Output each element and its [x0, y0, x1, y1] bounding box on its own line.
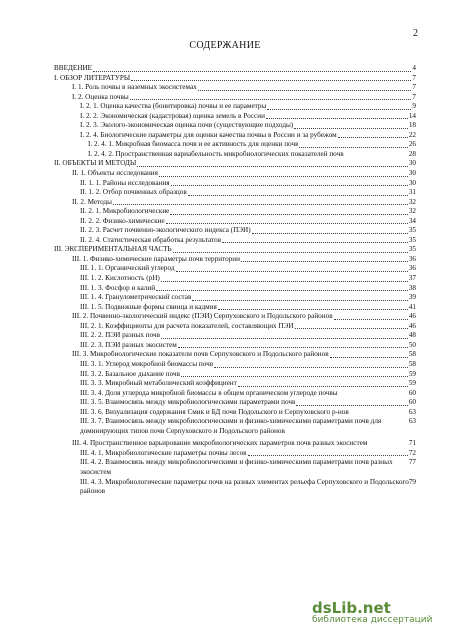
- toc-entry: [54, 274, 416, 284]
- toc-entry-page: 36: [408, 254, 416, 263]
- toc-leader-dots: [267, 109, 411, 110]
- toc-leader-dots: [296, 405, 407, 406]
- toc-entry: [54, 331, 416, 341]
- toc-leader-dots: [93, 71, 411, 72]
- toc-leader-dots: [181, 376, 408, 377]
- toc-entry-label: III. 1. 1. Органический углерод: [80, 264, 175, 273]
- toc-leader-dots: [131, 80, 411, 81]
- toc-entry: [54, 169, 416, 179]
- toc-leader-dots: [214, 367, 408, 368]
- toc-entry: [54, 198, 416, 208]
- toc-entry: [54, 207, 416, 217]
- toc-entry-label: I. 2. 1. Оценка качества (бонитировка) почвы и ее параметры: [80, 102, 267, 111]
- toc-entry: [54, 74, 416, 84]
- toc-entry-label: III. 2. Почвенно-экологический индекс (ПЭИ) Серпуховского и Подольского районов: [72, 312, 333, 321]
- toc-leader-dots: [188, 195, 408, 196]
- toc-entry-page: 41: [408, 302, 416, 311]
- toc-entry-label: I. 2. 3. Эколого-экономическая оценка почв (существующие подходы): [80, 121, 294, 130]
- toc-entry-page: 34: [408, 216, 416, 225]
- toc-leader-dots: [161, 281, 408, 282]
- toc-leader-dots: [130, 99, 412, 100]
- toc-entry: [54, 322, 416, 332]
- toc-entry: [54, 370, 416, 380]
- toc-entry-label: I. 2. 4. Биологические параметры для оценки качества почвы в России и за рубежом: [80, 130, 337, 139]
- toc-entry-page: 79: [408, 477, 416, 486]
- toc-leader-dots: [252, 233, 408, 234]
- toc-entry-label: III. 4. 1. Микробиологические параметры почвы лесов: [80, 448, 247, 457]
- toc-entry-label: III. 1. Физико-химические параметры почв территории: [72, 254, 240, 263]
- toc-leader-dots: [178, 347, 408, 348]
- toc-entry-page: 30: [408, 159, 416, 168]
- toc-entry-page: 60: [408, 398, 416, 407]
- toc-entry-page: 35: [408, 245, 416, 254]
- toc-leader-dots: [241, 261, 408, 262]
- toc-entry-label: II. ОБЪЕКТЫ И МЕТОДЫ: [54, 159, 137, 168]
- toc-entry: [54, 255, 416, 265]
- toc-entry-page: 58: [408, 359, 416, 368]
- toc-entry-page: 7: [412, 83, 416, 92]
- toc-entry-label: III. 3. 1. Углерод микробной биомассы почв: [80, 359, 214, 368]
- toc-entry: [54, 217, 416, 227]
- toc-entry-page: 22: [408, 130, 416, 139]
- toc-entry-label: II. 2. Методы: [72, 197, 112, 206]
- toc-entry: [54, 150, 416, 160]
- toc-leader-dots: [338, 137, 408, 138]
- toc-leader-dots: [161, 338, 408, 339]
- toc-entry-page: 35: [408, 226, 416, 235]
- toc-entry-label: II. 1. 1. Районы исследования: [80, 178, 170, 187]
- toc-entry-page: 4: [412, 64, 416, 72]
- toc-entry-page: 77: [408, 458, 416, 467]
- toc-entry-page: 38: [408, 283, 416, 292]
- toc-entry-page: 14: [408, 111, 416, 120]
- toc-entry-label: I. 2. 4. 2. Пространственная вариабельность микробиологических показателей почв: [88, 149, 344, 158]
- toc-entry: [54, 226, 416, 236]
- toc-entry-label: I. 2. 2. Экономическая (кадастровая) оценка земель в России: [80, 111, 265, 120]
- toc-entry: [54, 236, 416, 246]
- toc-entry-page: 59: [408, 369, 416, 378]
- toc-leader-dots: [294, 128, 408, 129]
- toc-entry-label: II. 2. 1. Микробиологические: [80, 207, 170, 216]
- toc-entry: [54, 449, 416, 459]
- toc-entry-page: 36: [408, 264, 416, 273]
- toc-entry-page: 39: [408, 293, 416, 302]
- toc-entry: [54, 341, 416, 351]
- toc-entry-page: 60: [408, 388, 416, 397]
- toc-entry: [54, 478, 416, 497]
- toc-leader-dots: [238, 386, 408, 387]
- toc-leader-dots: [113, 204, 408, 205]
- toc-entry: [54, 159, 416, 169]
- toc-entry-label: III. 4. Пространственное варьирование микробиологических параметров почв разных экосистем: [72, 439, 368, 448]
- toc-entry-label: III. 1. 4. Гранулометрический состав: [80, 293, 192, 302]
- toc-entry: [54, 131, 416, 141]
- toc-entry-page: 46: [408, 321, 416, 330]
- toc-entry-label: II. 2. 2. Физико-химические: [80, 216, 165, 225]
- toc-entry-label: I. 2. 4. 1. Микробная биомасса почв и ее активность для оценки почв: [88, 140, 299, 149]
- toc-entry: [54, 93, 416, 103]
- toc-entry-label: II. 2. 4. Статистическая обработка результатов: [80, 235, 222, 244]
- toc-entry-page: 59: [408, 379, 416, 388]
- toc-entry-label: III. 3. 2. Базальное дыхание почв: [80, 369, 181, 378]
- toc-entry-page: 9: [412, 102, 416, 111]
- watermark-subtitle: библиотека диссертаций: [312, 615, 433, 625]
- toc-leader-dots: [159, 176, 408, 177]
- toc-entry-label: III. 3. 6. Визуализация содержания Смик и БД почв Подольского и Серпуховского р-нов: [80, 407, 349, 416]
- toc-entry-label: III. 1. 3. Фосфор и калий: [80, 283, 156, 292]
- toc-entry-page: 30: [408, 169, 416, 178]
- toc-entry-page: 32: [408, 197, 416, 206]
- toc-leader-dots: [334, 319, 408, 320]
- toc-entry-page: 7: [412, 92, 416, 101]
- toc-entry-page: 31: [408, 188, 416, 197]
- toc-entry-label: III. 2. 2. ПЭИ разных почв: [80, 331, 161, 340]
- toc-leader-dots: [173, 252, 408, 253]
- toc-entry-page: 26: [408, 140, 416, 149]
- toc-leader-dots: [218, 309, 408, 310]
- toc-entry-page: 50: [408, 340, 416, 349]
- toc-entry-label: III. 3. 5. Взаимосвязь между микробиологическими параметрами почв: [80, 398, 296, 407]
- toc-entry-label: I. 2. Оценка почвы: [72, 92, 129, 101]
- toc-entry-page: 37: [408, 274, 416, 283]
- toc-entry-page: 58: [408, 350, 416, 359]
- toc-entry-page: 72: [408, 448, 416, 457]
- toc-entry-label: III. 2. 1. Коэффициенты для расчета показателей, составляющих ПЭИ: [80, 321, 294, 330]
- watermark-logo: [312, 599, 440, 627]
- toc-leader-dots: [137, 166, 408, 167]
- toc-entry-page: 48: [408, 331, 416, 340]
- toc-entry: [54, 179, 416, 189]
- toc-leader-dots: [171, 185, 408, 186]
- toc-entry: [54, 439, 416, 449]
- toc-entry: [54, 83, 416, 93]
- toc-entry-label: III. 3. 4. Доля углерода микробной биомассы в общем органическом углероде почвы: [80, 388, 338, 397]
- toc-leader-dots: [266, 118, 408, 119]
- toc-entry-label: III. ЭКСПЕРИМЕНТАЛЬНАЯ ЧАСТЬ: [54, 245, 172, 254]
- toc-entry-label: ВВЕДЕНИЕ: [54, 64, 93, 72]
- table-of-contents: [54, 64, 416, 497]
- toc-entry-page: 46: [408, 312, 416, 321]
- toc-entry: [54, 112, 416, 122]
- toc-entry-label: III. 4. 2. Взаимосвязь между микробиологическими и физико-химическими параметрами почв разных экосистем: [80, 458, 393, 476]
- toc-entry: [54, 408, 416, 418]
- toc-entry: [54, 303, 416, 313]
- toc-entry-label: III. 3. Микробиологические показатели почв Серпуховского и Подольского районов: [72, 350, 329, 359]
- toc-leader-dots: [176, 271, 408, 272]
- toc-leader-dots: [170, 214, 407, 215]
- toc-entry: [54, 293, 416, 303]
- toc-entry-page: 63: [408, 407, 416, 416]
- toc-entry-label: III. 1. 5. Подвижные формы свинца и кадмия: [80, 302, 217, 311]
- toc-entry: [54, 264, 416, 274]
- toc-entry: [54, 245, 416, 255]
- toc-entry-label: III. 3. 7. Взаимосвязь между микробиологическими и физико-химическими параметрами почв для доминирующих типов почв Серпуховского и Подольского районов: [80, 417, 382, 435]
- toc-entry: [54, 379, 416, 389]
- toc-entry-label: III. 2. 3. ПЭИ разных экосистем: [80, 340, 177, 349]
- toc-entry: [54, 312, 416, 322]
- toc-entry: [54, 360, 416, 370]
- toc-entry-label: III. 3. 3. Микробный метаболический коэффициент: [80, 379, 237, 388]
- toc-entry-label: I. 1. Роль почвы в наземных экосистемах: [72, 83, 197, 92]
- toc-entry-page: 30: [408, 178, 416, 187]
- toc-leader-dots: [330, 357, 408, 358]
- toc-entry: [54, 140, 416, 150]
- toc-leader-dots: [192, 300, 407, 301]
- toc-entry: [54, 284, 416, 294]
- toc-entry: [54, 102, 416, 112]
- toc-entry: [54, 417, 416, 436]
- toc-entry-page: 71: [408, 439, 416, 448]
- toc-entry-page: 7: [412, 73, 416, 82]
- toc-leader-dots: [248, 455, 408, 456]
- toc-entry-label: III. 4. 3. Микробиологические параметры почв на разных элементах рельефа Серпуховского и Подольского районов: [80, 477, 409, 496]
- toc-leader-dots: [198, 90, 412, 91]
- page-number: 2: [413, 28, 418, 39]
- toc-entry-label: II. 1. 2. Отбор почвенных образцов: [80, 188, 187, 197]
- toc-entry-label: III. 1. 2. Кислотность (рН): [80, 274, 160, 283]
- toc-entry-page: 63: [408, 417, 416, 426]
- toc-entry: [54, 458, 416, 477]
- toc-entry-label: II. 1. Объекты исследования: [72, 169, 158, 178]
- watermark-logo-text: dsLib.net: [312, 599, 391, 617]
- toc-leader-dots: [222, 242, 408, 243]
- toc-leader-dots: [299, 147, 407, 148]
- toc-entry-label: I. ОБЗОР ЛИТЕРАТУРЫ: [54, 73, 131, 82]
- toc-title: СОДЕРЖАНИЕ: [189, 40, 261, 51]
- toc-entry: [54, 398, 416, 408]
- toc-entry: [54, 389, 416, 399]
- toc-entry: [54, 121, 416, 131]
- toc-leader-dots: [166, 223, 408, 224]
- toc-entry-page: 18: [408, 121, 416, 130]
- toc-entry-page: 32: [408, 207, 416, 216]
- toc-entry: [54, 188, 416, 198]
- toc-entry-page: 35: [408, 235, 416, 244]
- toc-entry-page: 28: [408, 149, 416, 158]
- toc-entry: [54, 64, 416, 74]
- toc-entry: [54, 350, 416, 360]
- toc-entry-label: II. 2. 3. Расчет почвенно-экологического индекса (ПЭИ): [80, 226, 251, 235]
- toc-leader-dots: [156, 290, 408, 291]
- toc-leader-dots: [295, 328, 408, 329]
